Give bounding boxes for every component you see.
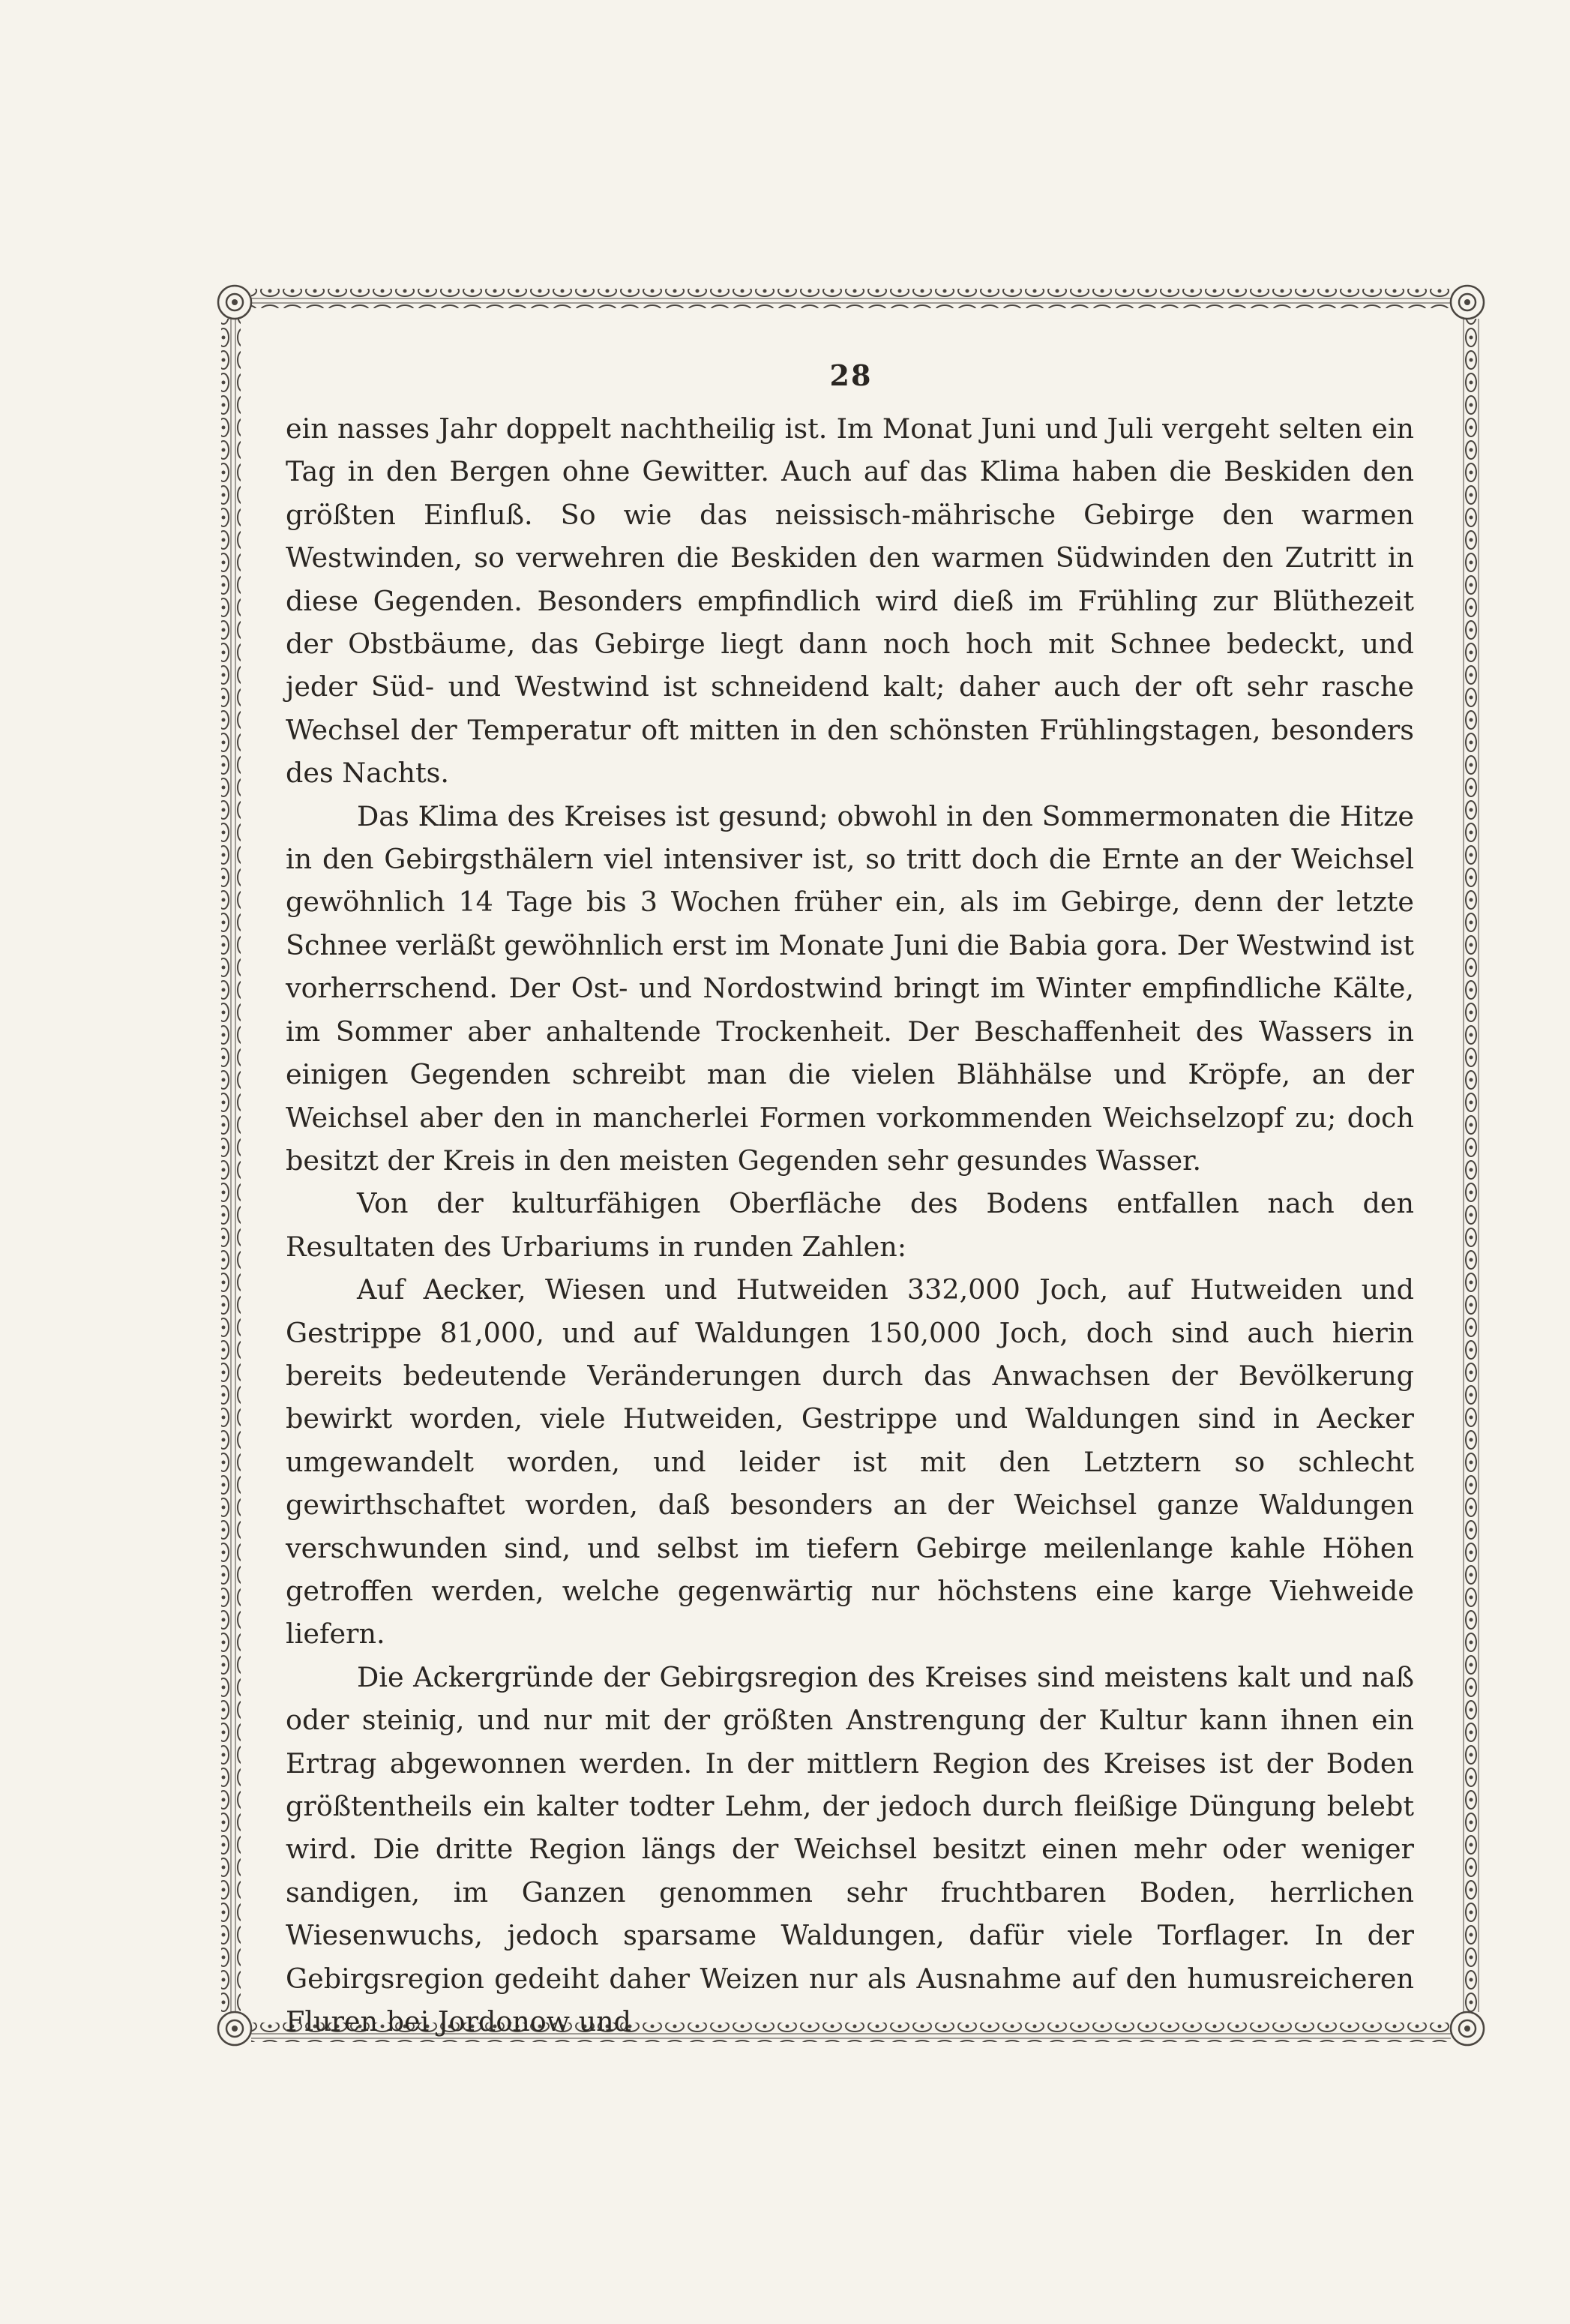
paragraph: Von der kulturfähigen Oberfläche des Bodens entfallen nach den Resultaten des Urbariums in runden Zahlen:: [286, 1187, 1414, 1263]
paragraph: ein nasses Jahr doppelt nachtheilig ist. Im Monat Juni und Juli vergeht selten ein Tag in den Bergen ohne Gewitter. Auch auf das Klima haben die Beskiden den größten Einfluß. So wie das neissisch-mährische Gebirge den warmen Westwinden, so verwehren die Beskiden den warmen Südwinden den Zutritt in diese Gegenden. Besonders empfindlich wird dieß im Frühling zur Blüthezeit der Obstbäume, das Gebirge liegt dann noch hoch mit Schnee bedeckt, und jeder Süd- und Westwind ist schneidend kalt; daher auch der oft sehr rasche Wechsel der Temperatur oft mitten in den schönsten Frühlingstagen, besonders des Nachts.: [286, 412, 1414, 790]
paragraph: Das Klima des Kreises ist gesund; obwohl in den Sommermonaten die Hitze in den Gebirgsthälern viel intensiver ist, so tritt doch die Ernte an der Weichsel gewöhnlich 14 Tage bis 3 Wochen früher ein, als im Gebirge, denn der letzte Schnee verläßt gewöhnlich erst im Monate Juni die Babia gora. Der Westwind ist vorherrschend. Der Ost- und Nordostwind bringt im Winter empfindliche Kälte, im Sommer aber anhaltende Trockenheit. Der Beschaffenheit des Wassers in einigen Gegenden schreibt man die vielen Blähhälse und Kröpfe, an der Weichsel aber den in mancherlei Formen vorkommenden Weichselzopf zu; doch besitzt der Kreis in den meisten Gegenden sehr gesundes Wasser.: [286, 799, 1414, 1177]
paragraph: Die Ackergründe der Gebirgsregion des Kreises sind meistens kalt und naß oder steinig, und nur mit der größten Anstrengung der Kultur kann ihnen ein Ertrag abgewonnen werden. In der mittlern Region des Kreises ist der Boden größtentheils ein kalter todter Lehm, der jedoch durch fleißige Düngung belebt wird. Die dritte Region längs der Weichsel besitzt einen mehr oder weniger sandigen, im Ganzen genommen sehr fruchtbaren Boden, herrlichen Wiesenwuchs, jedoch sparsame Waldungen, dafür viele Torflager. In der Gebirgsregion gedeiht daher Weizen nur als Ausnahme auf den humusreicheren Fluren bei Jordonow und: [286, 1660, 1414, 2038]
page-number: 28: [829, 358, 873, 392]
page-frame: [214, 281, 1488, 2050]
body-text: [286, 407, 1414, 2043]
paragraph: Auf Aecker, Wiesen und Hutweiden 332,000 Joch, auf Hutweiden und Gestrippe 81,000, und auf Waldungen 150,000 Joch, doch sind auch hierin bereits bedeutende Veränderungen durch das Anwachsen der Bevölkerung bewirkt worden, viele Hutweiden, Gestrippe und Waldungen sind in Aecker umgewandelt worden, und leider ist mit den Letztern so schlecht gewirthschaftet worden, daß besonders an der Weichsel ganze Waldungen verschwunden sind, und selbst im tiefern Gebirge meilenlange kahle Höhen getroffen werden, welche gegenwärtig nur höchstens eine karge Viehweide liefern.: [286, 1273, 1414, 1651]
